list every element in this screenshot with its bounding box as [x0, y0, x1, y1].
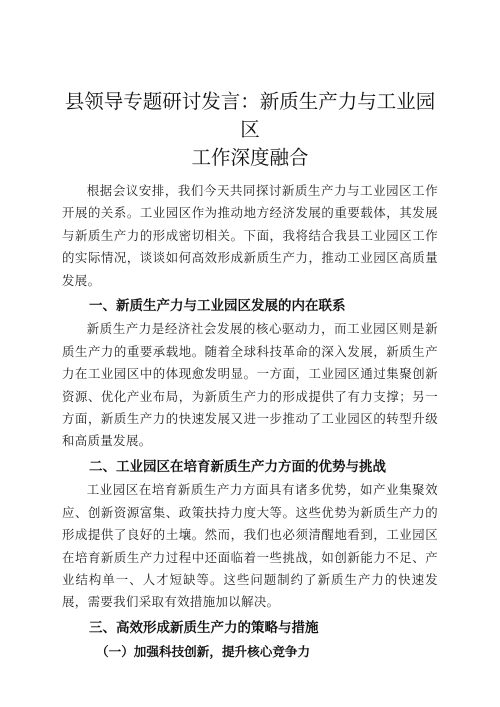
section-3-heading: 三、高效形成新质生产力的策略与措施	[89, 619, 319, 636]
section-2-heading: 二、工业园区在培育新质生产力方面的优势与挑战	[89, 458, 386, 475]
title-line-2: 工作深度融合	[191, 146, 309, 169]
section-1-heading: 一、新质生产力与工业园区发展的内在联系	[89, 298, 346, 315]
section-2-paragraph: 工业园区在培育新质生产力方面具有诸多优势，如产业集聚效应、创新资源富集、政策扶持力度大等。这些优势为新质生产力的形成提供了良好的土壤。然而，我们也必须清醒地看到，工业园区在培育新质生产力过程中还面临着一些挑战，如创新能力不足、产业结构单一、人才短缺等。这些问题制约了新质生产力的快速发展，需要我们采取有效措施加以解决。	[62, 482, 438, 610]
section-1-paragraph: 新质生产力是经济社会发展的核心驱动力，而工业园区则是新质生产力的重要承载地。随着全球科技革命的深入发展，新质生产力在工业园区中的体现愈发明显。一方面，工业园区通过集聚创新资源、优化产业布局，为新质生产力的形成提供了有力支撑；另一方面，新质生产力的快速发展又进一步推动了工业园区的转型升级和高质量发展。	[62, 321, 438, 449]
document-title	[62, 88, 438, 172]
title-line-1: 县领导专题研讨发言：新质生产力与工业园区	[64, 90, 436, 141]
section-3-subheading-1: （一）加强科技创新，提升核心竞争力	[96, 644, 311, 660]
intro-paragraph: 根据会议安排，我们今天共同探讨新质生产力与工业园区工作开展的关系。工业园区作为推动地方经济发展的重要载体，其发展与新质生产力的形成密切相关。下面，我将结合我县工业园区工作的实际情况，谈谈如何高效形成新质生产力，推动工业园区高质量发展。	[62, 183, 438, 288]
